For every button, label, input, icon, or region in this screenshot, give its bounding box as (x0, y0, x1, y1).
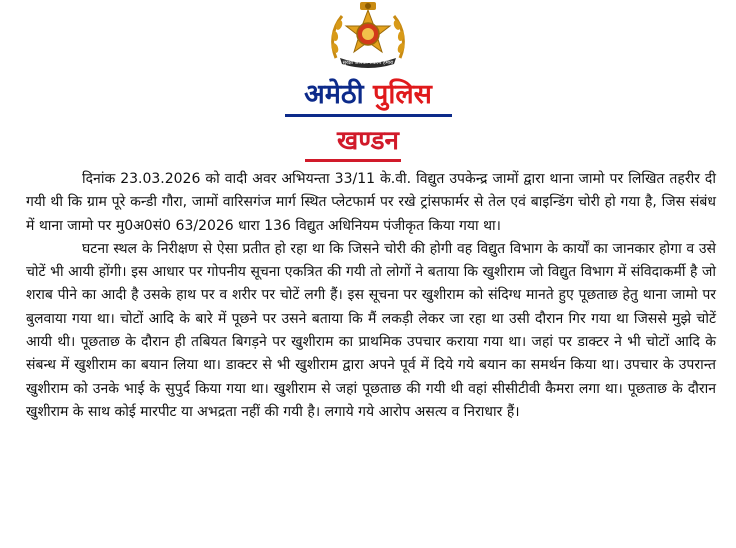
title-district: अमेठी (304, 79, 364, 110)
page-title (0, 78, 736, 112)
title-underline (285, 114, 452, 117)
emblem-motto: सुरक्षा आपकी संकल्प हमारा (342, 60, 394, 66)
page-subtitle: खण्डन (337, 126, 399, 156)
paragraph-complaint: दिनांक 23.03.2026 को वादी अवर अभियन्ता 33/11 के.वी. विद्युत उपकेन्द्र जामों द्वारा थाना जामो पर लिखित तहरीर दी गयी थी कि ग्राम पूरे कन्डी गौरा, जामों वारिसगंज मार्ग स्थित प्लेटफार्म पर रखे ट्रांसफार्मर से तेल एवं बाइन्डिंग चोरी हो गया है, जिस संबंध में थाना जामो पर मु0अ0सं0 63/2026 धारा 136 विद्युत अधिनियम पंजीकृत किया गया था। (26, 171, 716, 234)
statement-body (26, 168, 716, 424)
paragraph-investigation: घटना स्थल के निरीक्षण से ऐसा प्रतीत हो रहा था कि जिसने चोरी की होगी वह विद्युत विभाग के कार्यों का जानकार होगा व उसे चोटें भी आयी होंगी। इस आधार पर गोपनीय सूचना एकत्रित की गयी तो लोगों ने बताया कि खुशीराम जो विद्युत विभाग में संविदाकर्मी है जो शराब पीने का आदी है उसके हाथ पर व शरीर पर चोटें लगी हैं। इस सूचना पर खुशीराम को संदिग्ध मानते हुए पूछताछ हेतु थाना जामो पर बुलवाया गया था। चोटों आदि के बारे में पूछने पर उसने बताया कि मैं लकड़ी लेकर जा रहा था उसी दौरान गिर गया था जिससे मुझे चोटें आयी थी। पूछताछ के दौरान ही तबियत बिगड़ने पर खुशीराम का प्राथमिक उपचार कराया गया था। जहां पर डाक्टर ने भी चोटों आदि के संबन्ध में खुशीराम का बयान लिया था। डाक्टर से भी खुशीराम द्वारा अपने पूर्व में दिये गये बयान का समर्थन किया था। उपचार के उपरान्त खुशीराम को उनके भाई के सुपुर्द किया गया था। खुशीराम से जहां पूछताछ की गयी थी वहां सीसीटीवी कैमरा लगा था। पूछताछ के दौरान खुशीराम के साथ कोई मारपीट या अभद्रता नहीं की गयी है। लगाये गये आरोप असत्य व निराधार हैं। (26, 240, 716, 420)
subtitle-underline (305, 159, 401, 162)
title-police: पुलिस (372, 79, 432, 110)
up-police-emblem-icon (326, 0, 410, 70)
